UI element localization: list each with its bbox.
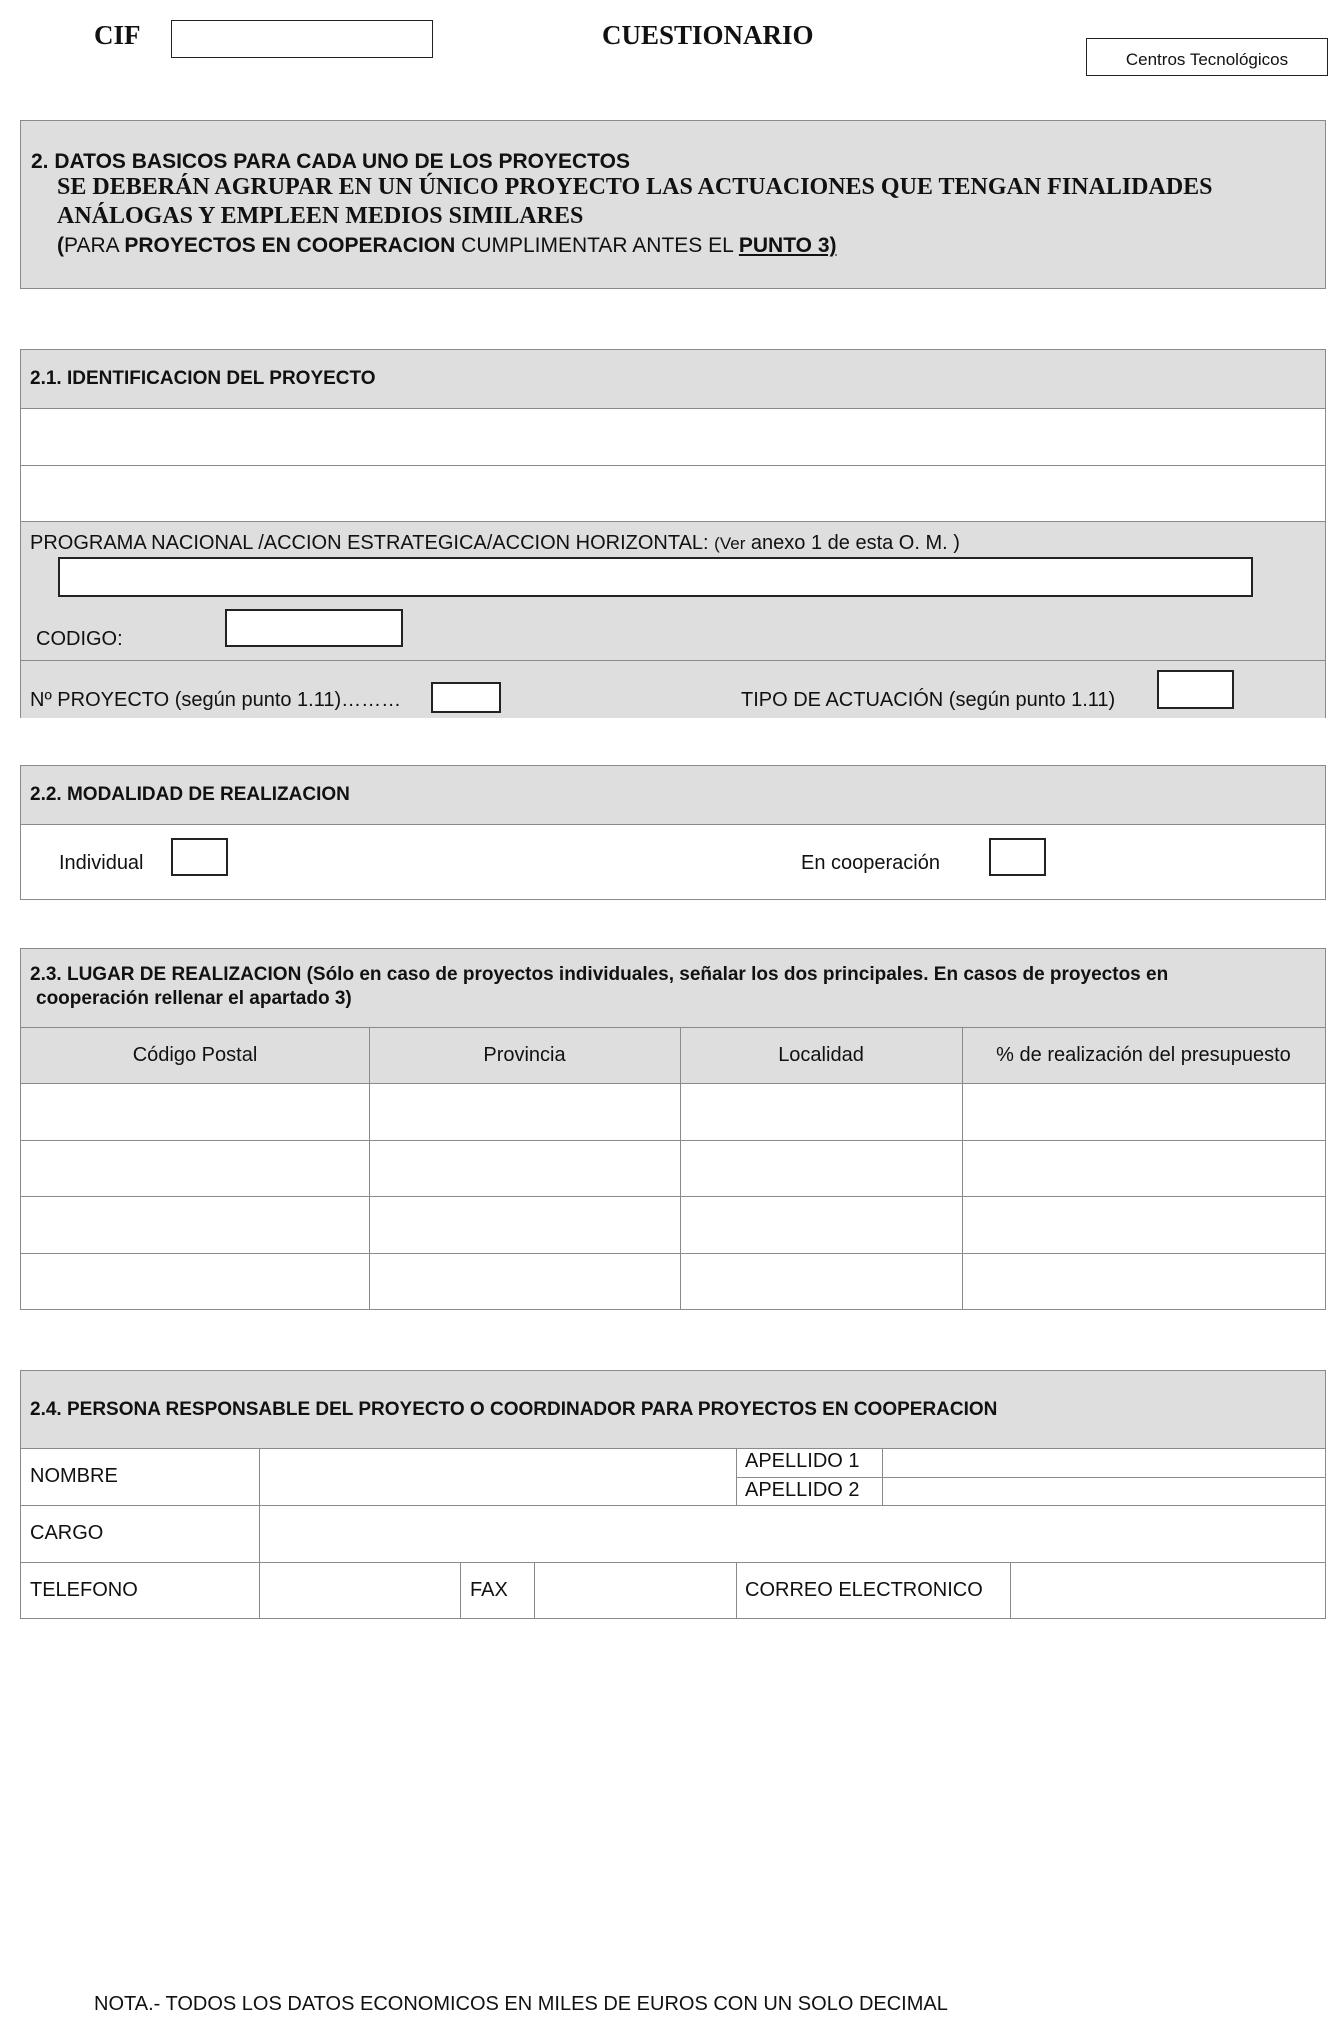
cargo-label: CARGO (30, 1522, 104, 1544)
correo-input[interactable] (1013, 1564, 1324, 1618)
category-badge-text: Centros Tecnológicos (1125, 50, 1289, 69)
col-provincia: Provincia (483, 1044, 566, 1066)
programa-label (30, 532, 960, 555)
apellido-2-label: APELLIDO 2 (745, 1479, 860, 1501)
table-row[interactable] (21, 1255, 1325, 1309)
programa-input[interactable] (58, 557, 1253, 597)
punto-3-link: PUNTO 3) (738, 234, 837, 257)
tipo-actuacion-label: TIPO DE ACTUACIÓN (según punto 1.11) (741, 689, 1116, 711)
section-2-header (20, 120, 1326, 289)
apellido-2-input[interactable] (885, 1479, 1324, 1504)
project-title-line-1[interactable] (22, 410, 1324, 464)
individual-label: Individual (59, 852, 144, 874)
section-2-instruction-2: ANÁLOGAS Y EMPLEEN MEDIOS SIMILARES (57, 203, 584, 229)
section-2-instruction-3 (57, 234, 837, 258)
cargo-input[interactable] (262, 1507, 1324, 1561)
nombre-label: NOMBRE (30, 1465, 118, 1487)
col-localidad: Localidad (778, 1044, 864, 1066)
section-2-3-heading-1: 2.3. LUGAR DE REALIZACION (Sólo en caso de proyectos individuales, señalar los dos principales. En casos de proyectos en (30, 964, 1169, 985)
nproyecto-label: Nº PROYECTO (según punto 1.11)……… (30, 689, 402, 711)
programa-anexo: anexo 1 de esta O. M. ) (745, 532, 960, 554)
cumplimentar-text: CUMPLIMENTAR ANTES EL (455, 234, 739, 257)
individual-checkbox[interactable] (171, 838, 228, 876)
cooperacion-text: PROYECTOS EN COOPERACION (124, 234, 456, 257)
telefono-label: TELEFONO (30, 1579, 138, 1601)
section-2-instruction-1: SE DEBERÁN AGRUPAR EN UN ÚNICO PROYECTO LAS ACTUACIONES QUE TENGAN FINALIDADES (57, 174, 1213, 200)
nombre-input[interactable] (262, 1450, 734, 1504)
paren: ( (57, 234, 64, 257)
section-2-4-heading: 2.4. PERSONA RESPONSABLE DEL PROYECTO O COORDINADOR PARA PROYECTOS EN COOPERACION (30, 1399, 998, 1420)
project-title-line-2[interactable] (22, 467, 1324, 520)
table-row[interactable] (21, 1085, 1325, 1139)
footer-note: NOTA.- TODOS LOS DATOS ECONOMICOS EN MILES DE EUROS CON UN SOLO DECIMAL (94, 1993, 948, 2015)
section-2-1-heading: 2.1. IDENTIFICACION DEL PROYECTO (30, 368, 376, 389)
fax-label: FAX (470, 1579, 508, 1601)
programa-label-text: PROGRAMA NACIONAL /ACCION ESTRATEGICA/ACCION HORIZONTAL: (30, 532, 715, 554)
cif-label: CIF (94, 20, 141, 50)
category-badge (1086, 38, 1328, 76)
section-2-2-heading: 2.2. MODALIDAD DE REALIZACION (30, 784, 350, 805)
cif-input[interactable] (171, 20, 433, 58)
table-row[interactable] (21, 1198, 1325, 1252)
section-2-heading: 2. DATOS BASICOS PARA CADA UNO DE LOS PROYECTOS (31, 150, 630, 173)
fax-input[interactable] (537, 1564, 734, 1618)
cooperacion-checkbox[interactable] (989, 838, 1046, 876)
table-row[interactable] (21, 1142, 1325, 1195)
telefono-input[interactable] (262, 1564, 458, 1618)
codigo-label: CODIGO: (36, 628, 123, 650)
apellido-1-label: APELLIDO 1 (745, 1450, 860, 1472)
page-title: CUESTIONARIO (602, 20, 814, 50)
apellido-1-input[interactable] (885, 1450, 1324, 1476)
section-2-3-heading-2: cooperación rellenar el apartado 3) (36, 988, 352, 1009)
codigo-input[interactable] (225, 609, 403, 647)
cooperacion-label: En cooperación (801, 852, 940, 874)
col-porcentaje: % de realización del presupuesto (996, 1044, 1291, 1066)
correo-label: CORREO ELECTRONICO (745, 1579, 983, 1601)
col-codigo-postal: Código Postal (132, 1044, 258, 1066)
tipo-actuacion-input[interactable] (1157, 670, 1234, 709)
nproyecto-input[interactable] (431, 682, 501, 713)
para-text: PARA (64, 234, 125, 257)
programa-ver: (Ver (714, 534, 746, 553)
